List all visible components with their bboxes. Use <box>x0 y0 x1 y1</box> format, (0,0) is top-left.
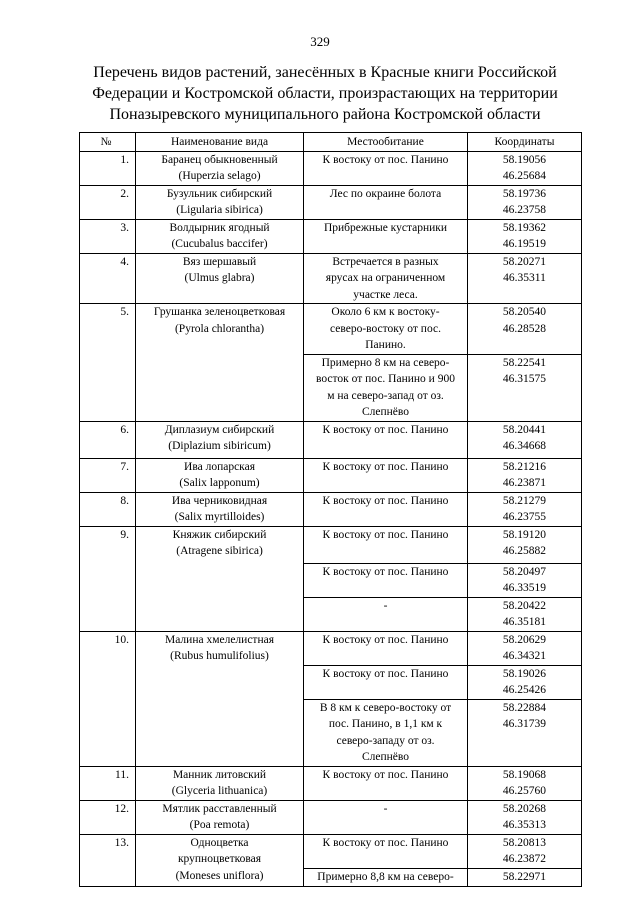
habitat-text: м на северо-запад от оз. <box>327 389 444 402</box>
row-number: 8. <box>80 492 136 526</box>
habitat-text: Примерно 8,8 км на северо- <box>317 870 454 883</box>
habitat-text: К востоку от пос. Панино <box>322 565 449 578</box>
species-name: Ива лопарская <box>184 460 255 473</box>
latitude-value: 58.21279 <box>502 494 547 507</box>
species-latin-name: (Huperzia selago) <box>178 170 261 182</box>
species-latin-name: (Poa remota) <box>189 819 250 831</box>
latitude-value: 58.20271 <box>502 255 547 268</box>
species-name-cell <box>135 458 303 492</box>
habitat-text: К востоку от пос. Панино <box>322 460 449 473</box>
species-latin-name: (Salix myrtilloides) <box>174 511 265 523</box>
row-number: 12. <box>80 800 136 834</box>
longitude-value: 46.34321 <box>502 650 547 662</box>
table-row <box>80 304 582 355</box>
habitat-cell <box>304 834 468 868</box>
table-row <box>80 631 582 665</box>
habitat-text: К востоку от пос. Панино <box>322 423 449 436</box>
species-name: Одноцветка <box>190 836 249 849</box>
habitat-text: ярусах на ограниченном <box>325 272 446 284</box>
table-row <box>80 185 582 219</box>
latitude-value: 58.19026 <box>502 667 547 680</box>
longitude-value: 46.31575 <box>502 373 547 385</box>
species-name-cell <box>135 766 303 800</box>
longitude-value: 46.28528 <box>502 322 547 335</box>
habitat-text: пос. Панино, в 1,1 км к <box>328 718 443 730</box>
habitat-cell <box>304 631 468 665</box>
species-latin-name: (Cucubalus baccifer) <box>171 238 268 250</box>
longitude-value: 46.23758 <box>502 204 547 216</box>
coordinates-cell <box>467 834 581 868</box>
habitat-text: К востоку от пос. Панино <box>322 667 449 680</box>
row-number: 1. <box>80 151 136 185</box>
table-row <box>80 492 582 526</box>
species-name: Малина хмелелистная <box>165 633 275 646</box>
species-latin-name: (Pyrola chlorantha) <box>174 322 265 335</box>
habitat-text: - <box>383 599 388 612</box>
habitat-text: северо-западу от оз. <box>336 734 435 747</box>
page-title <box>60 62 590 125</box>
longitude-value: 46.35311 <box>503 272 546 284</box>
species-name-cell <box>135 185 303 219</box>
habitat-text: Слепнёво <box>361 406 410 418</box>
species-name: Бузульник сибирский <box>166 187 273 200</box>
row-number: 9. <box>80 526 136 631</box>
longitude-value: 46.25882 <box>502 545 547 557</box>
habitat-cell <box>304 800 468 834</box>
row-number: 7. <box>80 458 136 492</box>
coordinates-cell <box>467 219 581 253</box>
longitude-value: 46.25760 <box>502 785 547 797</box>
coordinates-cell <box>467 766 581 800</box>
habitat-text: Лес по окраине болота <box>329 187 442 200</box>
coordinates-cell <box>467 304 581 355</box>
coordinates-cell <box>467 421 581 458</box>
habitat-cell <box>304 151 468 185</box>
habitat-text: участке леса. <box>353 288 418 301</box>
species-name: Грушанка зеленоцветковая <box>153 306 286 318</box>
row-number: 13. <box>80 834 136 886</box>
species-name-cell <box>135 492 303 526</box>
species-name-cont: крупноцветковая <box>177 853 262 865</box>
species-table <box>79 132 582 887</box>
habitat-text: К востоку от пос. Панино <box>322 494 449 507</box>
longitude-value: 46.19519 <box>502 238 547 250</box>
coordinates-cell <box>467 151 581 185</box>
latitude-value: 58.19362 <box>502 221 547 234</box>
habitat-cell <box>304 492 468 526</box>
longitude-value: 46.35313 <box>502 819 547 831</box>
table-row <box>80 526 582 563</box>
habitat-cell <box>304 868 468 886</box>
habitat-text: К востоку от пос. Панино <box>322 528 449 541</box>
longitude-value: 46.23871 <box>502 477 547 489</box>
species-latin-name: (Ligularia sibirica) <box>176 204 263 216</box>
habitat-cell <box>304 699 468 766</box>
latitude-value: 58.20629 <box>502 633 547 646</box>
species-name: Баранец обыкновенный <box>161 153 278 166</box>
header-species-name: Наименование вида <box>135 133 303 152</box>
species-latin-name: (Rubus humulifolius) <box>170 650 269 662</box>
title-line-1: Перечень видов растений, занесённых в Красные книги Российской <box>93 64 557 81</box>
latitude-value: 58.20422 <box>502 599 547 612</box>
longitude-value: 46.35181 <box>502 616 547 628</box>
species-name: Волдырник ягодный <box>169 221 270 234</box>
habitat-cell <box>304 766 468 800</box>
coordinates-cell <box>467 699 581 766</box>
habitat-text: восток от пос. Панино и 900 <box>316 373 455 385</box>
table-row <box>80 834 582 868</box>
longitude-value: 46.25426 <box>502 684 547 696</box>
table-row <box>80 421 582 458</box>
species-name-cell <box>135 151 303 185</box>
table-header-row <box>80 133 582 152</box>
latitude-value: 58.22884 <box>502 701 547 714</box>
table-row <box>80 800 582 834</box>
species-latin-name: (Ulmus glabra) <box>184 272 255 284</box>
species-name-cell <box>135 800 303 834</box>
habitat-cell <box>304 304 468 355</box>
species-latin-name: (Moneses uniflora) <box>175 869 264 882</box>
coordinates-cell <box>467 458 581 492</box>
coordinates-cell <box>467 185 581 219</box>
longitude-value: 46.23872 <box>502 853 547 865</box>
latitude-value: 58.20497 <box>502 565 547 578</box>
species-name-cell <box>135 631 303 766</box>
habitat-cell <box>304 354 468 421</box>
coordinates-cell <box>467 665 581 699</box>
species-name-cell <box>135 421 303 458</box>
habitat-cell <box>304 597 468 631</box>
habitat-cell <box>304 665 468 699</box>
longitude-value: 46.33519 <box>502 582 547 594</box>
table-body <box>80 151 582 886</box>
coordinates-cell <box>467 492 581 526</box>
species-name-cell <box>135 526 303 631</box>
row-number: 11. <box>80 766 136 800</box>
habitat-text: Панино. <box>365 339 406 351</box>
latitude-value: 58.20441 <box>502 423 547 436</box>
habitat-text: - <box>383 802 388 815</box>
coordinates-cell <box>467 253 581 304</box>
coordinates-cell <box>467 631 581 665</box>
habitat-text: Слепнёво <box>361 751 410 763</box>
header-number: № <box>80 133 136 152</box>
habitat-text: Прибрежные кустарники <box>323 221 448 234</box>
species-name-cell <box>135 834 303 886</box>
habitat-text: Встречается в разных <box>332 255 439 268</box>
table-row <box>80 253 582 304</box>
table-row <box>80 219 582 253</box>
latitude-value: 58.22971 <box>502 870 547 883</box>
latitude-value: 58.19736 <box>502 187 547 200</box>
habitat-cell <box>304 253 468 304</box>
latitude-value: 58.19056 <box>502 153 547 166</box>
longitude-value: 46.31739 <box>502 718 547 730</box>
species-name-cell <box>135 253 303 304</box>
row-number: 5. <box>80 304 136 422</box>
habitat-text: К востоку от пос. Панино <box>322 633 449 646</box>
species-latin-name: (Glyceria lithuanica) <box>171 785 268 797</box>
habitat-text: К востоку от пос. Панино <box>322 836 449 849</box>
habitat-cell <box>304 458 468 492</box>
page-number: 329 <box>310 34 330 49</box>
habitat-cell <box>304 185 468 219</box>
latitude-value: 58.21216 <box>502 460 547 473</box>
species-name: Диплазиум сибирский <box>164 423 275 436</box>
coordinates-cell <box>467 354 581 421</box>
table-row <box>80 766 582 800</box>
table-row <box>80 151 582 185</box>
coordinates-cell <box>467 868 581 886</box>
latitude-value: 58.22541 <box>502 356 547 369</box>
habitat-text: К востоку от пос. Панино <box>322 768 449 781</box>
habitat-cell <box>304 526 468 563</box>
title-line-2: Федерации и Костромской области, произрастающих на территории <box>92 85 558 102</box>
species-name: Ива черниковидная <box>171 494 268 507</box>
row-number: 6. <box>80 421 136 458</box>
habitat-text: К востоку от пос. Панино <box>322 153 449 166</box>
habitat-text: северо-востоку от пос. <box>330 322 441 335</box>
habitat-cell <box>304 563 468 597</box>
latitude-value: 58.20268 <box>502 802 547 815</box>
habitat-cell <box>304 421 468 458</box>
longitude-value: 46.25684 <box>502 170 547 182</box>
species-name: Княжик сибирский <box>172 528 267 541</box>
latitude-value: 58.19120 <box>502 528 547 541</box>
species-name-cell <box>135 304 303 422</box>
species-name: Манник литовский <box>172 768 267 781</box>
coordinates-cell <box>467 597 581 631</box>
row-number: 10. <box>80 631 136 766</box>
species-latin-name: (Diplazium sibiricum) <box>168 440 271 452</box>
habitat-cell <box>304 219 468 253</box>
species-name-cell <box>135 219 303 253</box>
row-number: 4. <box>80 253 136 304</box>
header-habitat: Местообитание <box>304 133 468 152</box>
coordinates-cell <box>467 526 581 563</box>
longitude-value: 46.34668 <box>502 440 547 452</box>
title-line-3: Поназыревского муниципального района Костромской области <box>109 106 541 123</box>
table-row <box>80 458 582 492</box>
coordinates-cell <box>467 800 581 834</box>
coordinates-cell <box>467 563 581 597</box>
habitat-text: В 8 км к северо-востоку от <box>319 701 452 714</box>
species-latin-name: (Salix lapponum) <box>179 477 260 489</box>
latitude-value: 58.20813 <box>502 836 547 849</box>
species-name: Мятлик расставленный <box>162 802 277 815</box>
habitat-text: Примерно 8 км на северо- <box>321 356 450 369</box>
header-coordinates: Координаты <box>467 133 581 152</box>
row-number: 3. <box>80 219 136 253</box>
species-latin-name: (Atragene sibirica) <box>176 545 263 557</box>
row-number: 2. <box>80 185 136 219</box>
habitat-text: Около 6 км к востоку- <box>331 306 440 318</box>
latitude-value: 58.20540 <box>502 306 547 318</box>
latitude-value: 58.19068 <box>502 768 547 781</box>
longitude-value: 46.23755 <box>502 511 547 523</box>
species-name: Вяз шершавый <box>182 255 257 268</box>
